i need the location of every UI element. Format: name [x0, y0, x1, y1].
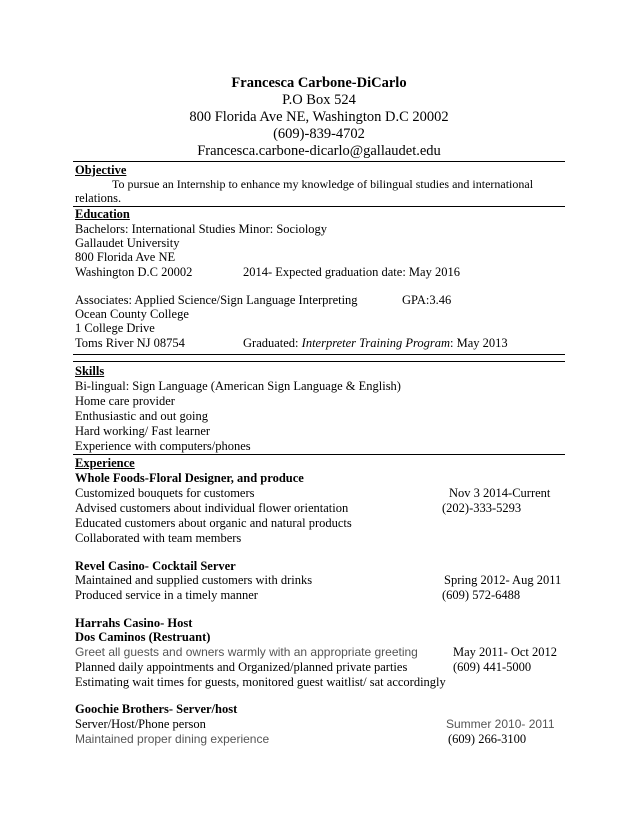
job-title: Goochie Brothers- Server/host — [75, 702, 238, 716]
job-title: Whole Foods-Floral Designer, and produce — [75, 471, 304, 485]
skill-item: Bi-lingual: Sign Language (American Sign Language & English) — [75, 379, 401, 393]
skill-item: Experience with computers/phones — [75, 439, 251, 453]
header-divider — [73, 161, 565, 162]
objective-divider — [73, 206, 565, 207]
associates-college-city: Toms River NJ 08754 — [75, 336, 185, 350]
skill-item: Hard working/ Fast learner — [75, 424, 211, 438]
education-divider-underscores — [73, 354, 565, 355]
job-duty: Customized bouquets for customers — [75, 486, 255, 500]
job-phone: (609) 266-3100 — [448, 732, 527, 746]
job-phone: (609) 441-5000 — [453, 660, 532, 674]
job-duty: Planned daily appointments and Organized/planned private parties — [75, 660, 408, 674]
address: 800 Florida Ave NE, Washington D.C 20002 — [189, 109, 449, 125]
experience-heading: Experience — [75, 456, 135, 470]
job-date: May 2011- Oct 2012 — [453, 645, 558, 659]
program-name: Interpreter Training Program — [301, 336, 451, 350]
skills-divider — [73, 454, 565, 455]
education-graduation-date: 2014- Expected graduation date: May 2016 — [243, 265, 460, 279]
job-duty: Estimating wait times for guests, monitored guest waitlist/ sat accordingly — [75, 675, 446, 689]
gpa: GPA:3.46 — [402, 293, 452, 307]
education-school-address: 800 Florida Ave NE — [75, 250, 176, 264]
job-date: Summer 2010- 2011 — [446, 717, 555, 731]
skill-item: Enthusiastic and out going — [75, 409, 208, 423]
education-school-city: Washington D.C 20002 — [75, 265, 193, 279]
resume-name: Francesca Carbone-DiCarlo — [231, 75, 407, 91]
job-subtitle: Dos Caminos (Restruant) — [75, 630, 211, 644]
associates-college-address: 1 College Drive — [75, 321, 155, 335]
associates-graduation: Graduated: Interpreter Training Program: May 2013 — [243, 336, 508, 350]
objective-heading: Objective — [75, 163, 127, 177]
job-phone: (202)-333-5293 — [442, 501, 522, 515]
job-duty: Server/Host/Phone person — [75, 717, 206, 731]
education-heading: Education — [75, 207, 130, 221]
job-duty: Collaborated with team members — [75, 531, 242, 545]
skills-heading: Skills — [75, 364, 105, 378]
job-duty: Educated customers about organic and natural products — [75, 516, 352, 530]
job-duty: Produced service in a timely manner — [75, 588, 258, 602]
associates-degree: Associates: Applied Science/Sign Language Interpreting — [75, 293, 358, 307]
job-duty: Greet all guests and owners warmly with an appropriate greeting — [75, 645, 418, 659]
job-duty: Advised customers about individual flower orientation — [75, 501, 349, 515]
job-date: Nov 3 2014-Current — [449, 486, 551, 500]
job-duty: Maintained proper dining experience — [75, 732, 270, 746]
education-divider — [73, 361, 565, 362]
objective-line-1: To pursue an Internship to enhance my knowledge of bilingual studies and international — [112, 177, 534, 191]
job-title: Harrahs Casino- Host — [75, 616, 193, 630]
education-degree: Bachelors: International Studies Minor: Sociology — [75, 222, 328, 236]
skill-item: Home care provider — [75, 394, 175, 408]
email[interactable]: Francesca.carbone-dicarlo@gallaudet.edu — [197, 143, 441, 159]
associates-college: Ocean County College — [75, 307, 189, 321]
job-duty: Maintained and supplied customers with drinks — [75, 573, 313, 587]
phone: (609)-839-4702 — [273, 126, 365, 142]
objective-line-2: relations. — [75, 191, 122, 205]
job-phone: (609) 572-6488 — [442, 588, 521, 602]
job-date: Spring 2012- Aug 2011 — [444, 573, 562, 587]
job-title: Revel Casino- Cocktail Server — [75, 559, 236, 573]
po-box: P.O Box 524 — [282, 92, 356, 108]
education-school: Gallaudet University — [75, 236, 180, 250]
